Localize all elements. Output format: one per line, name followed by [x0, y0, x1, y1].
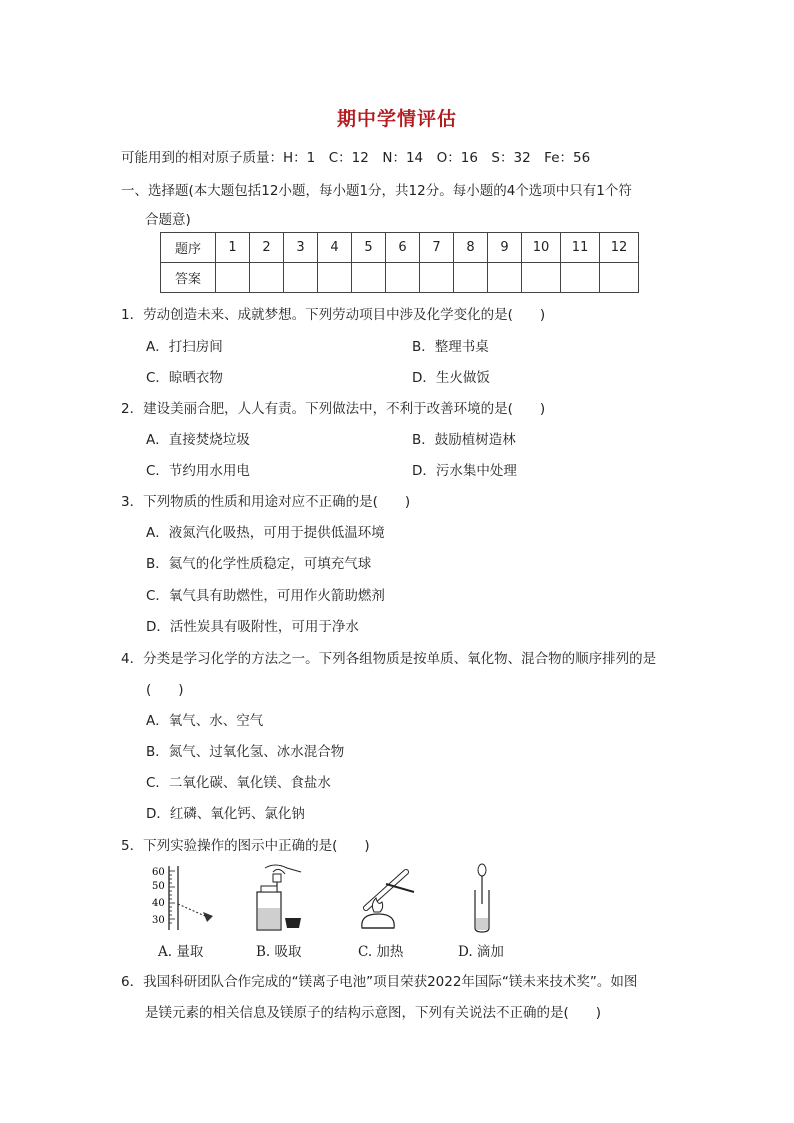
- table-cell: 9: [488, 233, 522, 263]
- answer-cell[interactable]: [318, 263, 352, 293]
- question-1-option-a: A．打扫房间: [146, 339, 223, 355]
- figure-caption-a: A. 量取: [158, 944, 204, 960]
- answer-cell[interactable]: [522, 263, 561, 293]
- question-2-option-b: B．鼓励植树造林: [412, 432, 516, 448]
- question-3-option-c: C．氧气具有助燃性，可用作火箭助燃剂: [146, 588, 385, 604]
- question-3-option-d: D．活性炭具有吸附性，可用于净水: [146, 619, 359, 635]
- question-4-option-b: B．氮气、过氧化氢、冰水混合物: [146, 744, 345, 760]
- tick-label: 30: [152, 915, 165, 926]
- question-5-stem: 5．下列实验操作的图示中正确的是( ): [121, 838, 370, 854]
- question-2-option-d: D．污水集中处理: [412, 463, 517, 479]
- dropper-bottle-figure: [245, 862, 315, 934]
- table-cell: 1: [216, 233, 250, 263]
- answer-table: [160, 232, 639, 293]
- section-heading: 一、选择题(本大题包括12小题，每小题1分，共12分。每小题的4个选项中只有1个符: [121, 183, 632, 199]
- answer-cell[interactable]: [420, 263, 454, 293]
- question-3-option-b: B．氦气的化学性质稳定，可填充气球: [146, 556, 372, 572]
- question-1-option-b: B．整理书桌: [412, 339, 489, 355]
- table-row: [161, 263, 639, 293]
- section-heading-cont: 合题意): [145, 212, 191, 228]
- table-cell: 5: [352, 233, 386, 263]
- answer-cell[interactable]: [488, 263, 522, 293]
- question-1-stem: 1．劳动创造未来、成就梦想。下列劳动项目中涉及化学变化的是( ): [121, 307, 546, 323]
- table-cell: 2: [250, 233, 284, 263]
- question-4-option-c: C．二氧化碳、氧化镁、食盐水: [146, 775, 331, 791]
- answer-cell[interactable]: [386, 263, 420, 293]
- answer-cell[interactable]: [216, 263, 250, 293]
- table-cell: 6: [386, 233, 420, 263]
- figure-caption-b: B. 吸取: [256, 944, 302, 960]
- table-cell: 12: [600, 233, 639, 263]
- question-3-option-a: A．液氮汽化吸热，可用于提供低温环境: [146, 525, 385, 541]
- table-label: 答案: [161, 263, 216, 293]
- answer-cell[interactable]: [284, 263, 318, 293]
- table-cell: 11: [561, 233, 600, 263]
- question-6-stem: 6．我国科研团队合作完成的“镁离子电池”项目荣获2022年国际“镁未来技术奖”。如图: [121, 974, 638, 990]
- answer-cell[interactable]: [250, 263, 284, 293]
- question-4-option-d: D．红磷、氧化钙、氯化钠: [146, 806, 305, 822]
- question-3-stem: 3．下列物质的性质和用途对应不正确的是( ): [121, 494, 411, 510]
- tick-label: 40: [152, 898, 165, 909]
- question-1-option-d: D．生火做饭: [412, 370, 490, 386]
- page-title: 期中学情评估: [336, 108, 457, 130]
- eye-icon: [203, 912, 213, 922]
- tick-label: 60: [152, 867, 165, 878]
- question-1-option-c: C．晾晒衣物: [146, 370, 223, 386]
- answer-cell[interactable]: [352, 263, 386, 293]
- question-2-stem: 2．建设美丽合肥，人人有责。下列做法中，不利于改善环境的是( ): [121, 401, 546, 417]
- table-row: [161, 233, 639, 263]
- tick-label: 50: [152, 881, 165, 892]
- table-cell: 7: [420, 233, 454, 263]
- question-6-stem-cont: 是镁元素的相关信息及镁原子的结构示意图，下列有关说法不正确的是( ): [145, 1005, 602, 1021]
- table-cell: 4: [318, 233, 352, 263]
- figure-caption-d: D. 滴加: [458, 944, 504, 960]
- measuring-cylinder-figure: [145, 862, 225, 934]
- question-4-option-a: A．氧气、水、空气: [146, 713, 264, 729]
- answer-cell[interactable]: [561, 263, 600, 293]
- table-label: 题序: [161, 233, 216, 263]
- dropping-figure: [458, 862, 508, 934]
- question-2-option-c: C．节约用水用电: [146, 463, 250, 479]
- question-4-stem-cont: ( ): [146, 682, 184, 698]
- answer-cell[interactable]: [600, 263, 639, 293]
- question-2-option-a: A．直接焚烧垃圾: [146, 432, 250, 448]
- figure-caption-c: C. 加热: [358, 944, 404, 960]
- answer-cell[interactable]: [454, 263, 488, 293]
- heating-figure: [348, 862, 420, 934]
- table-cell: 10: [522, 233, 561, 263]
- table-cell: 8: [454, 233, 488, 263]
- atomic-masses: 可能用到的相对原子质量：H：1 C：12 N：14 O：16 S：32 Fe：56: [121, 150, 591, 166]
- table-cell: 3: [284, 233, 318, 263]
- stopper-icon: [285, 918, 301, 928]
- question-4-stem: 4．分类是学习化学的方法之一。下列各组物质是按单质、氧化物、混合物的顺序排列的是: [121, 651, 657, 667]
